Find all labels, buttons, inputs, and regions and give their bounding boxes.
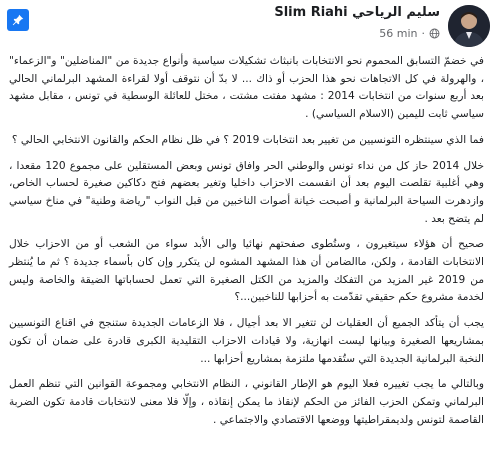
post-paragraph-1: في خضمّ التسابق المحموم نحو الانتخابات بانبثاث تشكيلات سياسية وأنواع جديدة من "المناضلين" و"الزعماء" ، والهرولة في كل الاتجاهات نحو هذا الحزب أو ذاك ... لا بدّ أن نتوقف أولا لقراءة المشهد البرلماني الحالي بعد أربع سنوات من انتخابات 2014 : مشهد مفتت مشتت ، مختل للعائلة الوسطية في تونس ، مقابل مشهد سياسي ثابت لليمين (الاسلام السياسي) . [9, 55, 484, 121]
globe-icon [429, 28, 440, 39]
author-name[interactable]: Slim Riahi سليم الرياحي [274, 5, 440, 20]
post-paragraph-5: يجب أن يتأكد الجميع أن العقليات لن تتغير الا بعد أجيال ، فلا الزعامات الجديدة ستنجح في اقناع التونسيين بمشاريعها الصغيرة وبيانها ليست انهازية، ولا قيادات الاحزاب التقليدية الكبرى قادرة على ضمان أن تكون النخبة البرلمانية الجديدة التي ستُقدمها ملتزمة بمشاريع أحزابها ... [9, 317, 484, 365]
pin-button[interactable] [7, 9, 29, 31]
meta-separator: · [421, 27, 425, 40]
post-header [0, 0, 498, 50]
post-paragraph-6: وبالتالي ما يجب تغييره فعلا اليوم هو الإطار القانوني ، النظام الانتخابي ومجموعة القوانين التي تنظم العمل البرلماني وتمكن الحزب الفائز من الحكم لإنقاذ ما يمكن إنقاذه ، وإلّا فلا معنى لانتخابات قادمة تكون الضربة القاصمة لتونس ولديمقراطيتها ووضعها الاقتصادي والاجتماعي . [9, 378, 484, 426]
post-meta [379, 27, 440, 40]
post-paragraph-4: صحيح أن هؤلاء سيتغيرون ، وستُطوى صفحتهم نهائيا والى الأبد سواء من الشعب أو من الاحزاب خلال الانتخابات القادمة ، ولكن، ماالضامن أن هذا المشهد المشوه لن يتكرر وإن كان بأسماء جديدة ؟ ثم ما يُنتظر من 2019 غير المزيد من التفكك والمزيد من الكتل الصغيرة التي تعمل لحساباتها الضيقة والخاصة وليس لخدمة مشروع حكم حقيقي تقدّمت به أحزابها للناخبين...؟ [9, 238, 485, 304]
post-paragraph-2: فما الذي سينتظره التونسيين من تغيير بعد انتخابات 2019 ؟ في ظل نظام الحكم والقانون الانتخابي الحالي ؟ [11, 133, 484, 146]
post-body [9, 53, 484, 437]
pin-icon [11, 13, 25, 27]
post-timestamp[interactable]: 56 min [379, 27, 418, 40]
post-paragraph-3: خلال 2014 حاز كل من نداء تونس والوطني الحر وافاق تونس وبعض المستقلين على مجموع 120 مقعدا ، وهي أغلبية تقلصت اليوم بعد أن انقسمت الاحزاب داخليا وتغير بعضهم فتح دكاكين صغيرة لحساب الخاص، وازدهرت السياحة البرلمانية و أصبحت خيانة أصوات الناخبين من قبل النواب "رياضة وطنية" في مناخ سياسي لم يتضح بعد . [9, 159, 484, 225]
author-avatar[interactable] [448, 5, 490, 47]
